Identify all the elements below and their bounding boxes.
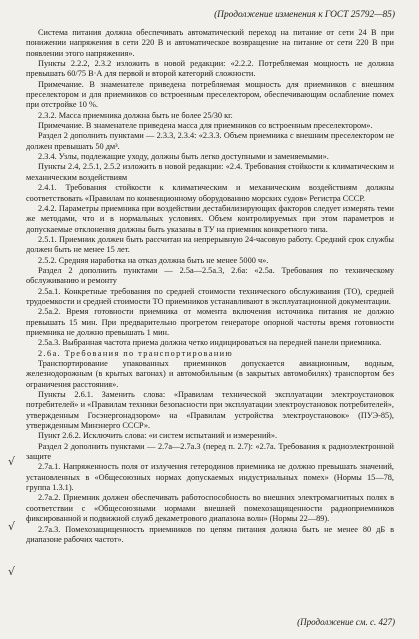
paragraph: 2.3.2. Масса приемника должна быть не более 25/30 кг. <box>38 110 233 120</box>
paragraph: 2.7а.1. Напряженность поля от излучения гетеродинов приемника не должно превышать значений, установленных в «Общесоюзных нормах допускаемых индустриальных помех» (Нормы 15—78, группа 1.3.1). <box>26 462 394 493</box>
margin-check-mark: √ <box>8 565 16 578</box>
margin-check-mark: √ <box>8 455 16 468</box>
document-body <box>26 28 394 545</box>
margin-check-mark: √ <box>8 520 16 533</box>
paragraph: Пункт 2.6.2. Исключить слова: «и систем испытаний и измерений». <box>38 431 278 441</box>
page-header: (Продолжение изменения к ГОСТ 25792—85) <box>214 10 395 20</box>
note-paragraph: Примечание. В знаменателе приведена потребляемая мощность для приемников с внешним преселектором и для приемников со встроенным преселектором, обеспечивающим ослабление помех при отстройке 10 %. <box>26 79 394 110</box>
paragraph: Раздел 2 дополнить пунктами — 2.7а—2.7а.3 (перед п. 2.7): «2.7а. Требования к радиоэлектронной защите <box>26 441 394 462</box>
paragraph: 2.5.1. Приемник должен быть рассчитан на непрерывную 24-часовую работу. Средний срок службы должен быть не менее 15 лет. <box>26 234 394 255</box>
paragraph: 2.7а.2. Приемник должен обеспечивать работоспособность во внешних электромагнитных полях в соответствии с «Общесоюзными нормами внешней помехозащищенности радиоприемников фиксированной и подвижной служб декаметрового диапазона волн» (Нормы 22—89). <box>26 493 394 524</box>
paragraph: Пункты 2.2.2, 2.3.2 изложить в новой редакции: «2.2.2. Потребляемая мощность не должна превышать 60/75 В·А для первой и второй категорий сложности. <box>26 59 394 79</box>
paragraph: 2.5а.1. Конкретные требования по средней стоимости технического обслуживания (ТО), средней трудоемкости и средней стоимости ТО приемников устанавливают в эксплуатационной документации. <box>26 286 394 306</box>
paragraph: Транспортирование упакованных приемников допускается авиационным, водным, железнодорожным (в крытых вагонах) и автомобильным (в закрытых автомобилях) транспортом без ограничения расстояния». <box>26 359 394 389</box>
note-paragraph: Примечание. В знаменателе приведена масса для приемников со встроенным преселектором». <box>38 121 373 131</box>
paragraph: 2.5а.3. Выбранная частота приема должна четко индицироваться на передней панели приемника. <box>38 338 382 348</box>
paragraph: 2.4.1. Требования стойкости к климатическим и механическим воздействиям должны соответствовать «Правилам по конвенционному оборудованию морских судов» Регистра СССР. <box>26 183 394 203</box>
page-footer: (Продолжение см. с. 427) <box>297 617 395 627</box>
paragraph: 2.5а.2. Время готовности приемника от момента включения источника питания не должно превышать 15 мин. При предварительно прогретом генераторе опорной частоты время готовности приемника не должно превышать 1 мин. <box>26 307 394 337</box>
paragraph: 2.7а.3. Помехозащищенность приемников по цепям питания должна быть не менее 80 дБ в диапазоне рабочих частот». <box>26 524 394 544</box>
paragraph: Раздел 2 дополнить пунктами — 2.3.3, 2.3.4: «2.3.3. Объем приемника с внешним преселектором не должен превышать 50 дм³. <box>26 131 394 151</box>
paragraph: Раздел 2 дополнить пунктами — 2.5а—2.5а.3, 2.6а: «2.5а. Требования по техническому обслуживанию и ремонту <box>26 265 394 286</box>
section-heading: 2.6а. Требования по транспортированию <box>38 348 234 358</box>
paragraph: Пункты 2.6.1. Заменить слова: «Правилам технической эксплуатации электроустановок потребителей» и «Правилам техники безопасности при эксплуатации электроустановок потребителей», утвержденным Госэнергонадзором» на «Правилам устройства электроустановок» (ПУЭ-85), утвержденным Минэнерго СССР». <box>26 390 394 431</box>
paragraph: Пункты 2.4, 2.5.1, 2.5.2 изложить в новой редакции: «2.4. Требования стойкости к климатическим и механическим воздействиям <box>26 162 394 182</box>
paragraph: 2.3.4. Узлы, подлежащие уходу, должны быть легко доступными и заменяемыми». <box>38 152 329 162</box>
paragraph: Система питания должна обеспечивать автоматический переход на питание от сети 24 В при понижении напряжения в сети 220 В и автоматическое возвращение на питание от сети 220 В при появлении этого напряжения». <box>26 28 394 58</box>
paragraph: 2.5.2. Средняя наработка на отказ должна быть не менее 5000 ч». <box>38 255 269 265</box>
paragraph: 2.4.2. Параметры приемника при воздействии дестабилизирующих факторов следует измерять теми же методами, что и в нормальных условиях. Объем контролируемых при этом параметров и допускаемые отклонения должны быть указаны в ТУ на приемник конкретного типа. <box>26 203 394 234</box>
